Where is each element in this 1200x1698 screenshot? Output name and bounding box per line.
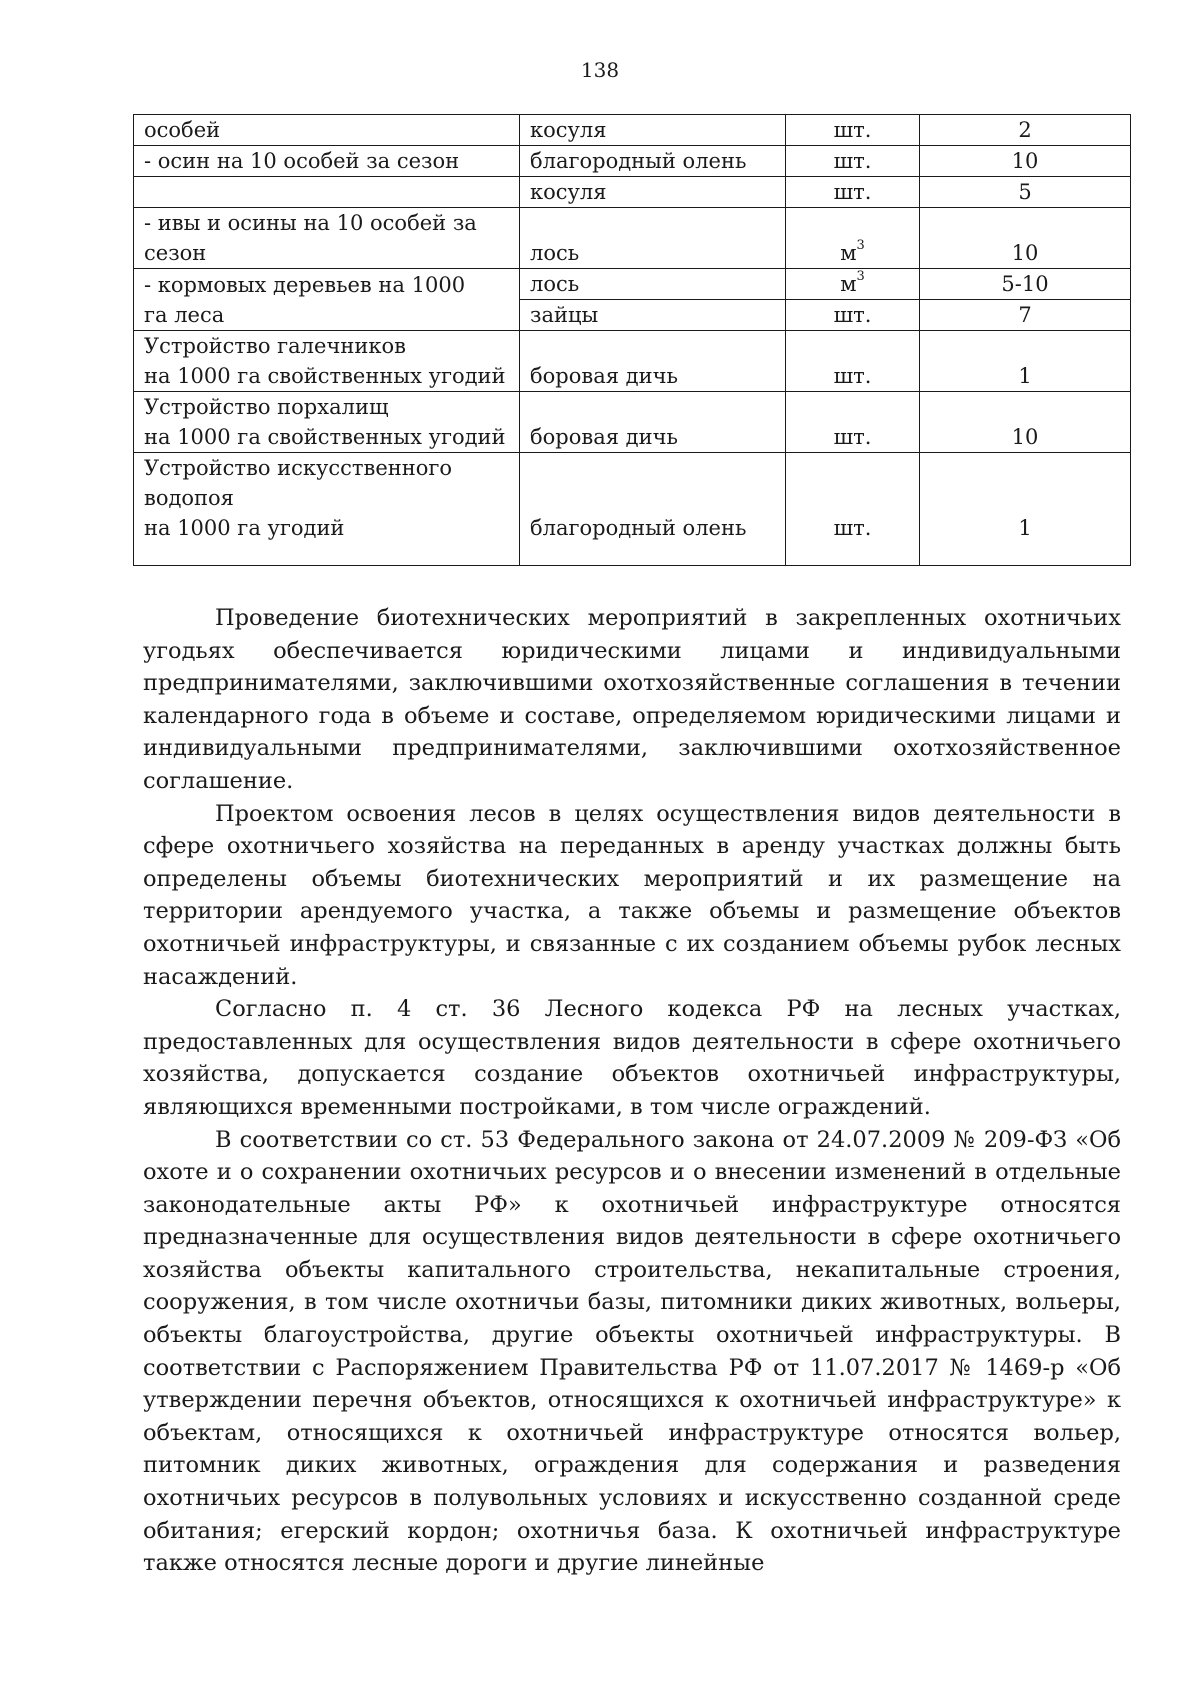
body-text [143, 602, 1121, 1580]
measures-table [133, 114, 1131, 566]
table-cell-amount: 7 [920, 300, 1131, 331]
table-cell-unit: шт. [786, 177, 920, 208]
table-cell-unit: шт. [786, 300, 920, 331]
table-cell-unit: шт. [786, 331, 920, 392]
table-cell-activity: - ивы и осины на 10 особей за сезон [134, 208, 520, 269]
table-cell-unit: шт. [786, 146, 920, 177]
table-row [134, 208, 1131, 269]
table-cell-amount: 1 [920, 331, 1131, 392]
table-cell-species: благородный олень [520, 146, 786, 177]
table-row [134, 331, 1131, 392]
table-cell-activity: особей [134, 115, 520, 146]
table-cell-activity: Устройство искусственного водопоя на 1000 га угодий [134, 453, 520, 566]
paragraph: Проектом освоения лесов в целях осуществления видов деятельности в сфере охотничьего хозяйства на переданных в аренду участках должны быть определены объемы биотехнических мероприятий и их размещение на территории арендуемого участка, а также объемы и размещение объектов охотничьей инфраструктуры, и связанные с их созданием объемы рубок лесных насаждений. [143, 800, 1121, 990]
page-number: 138 [580, 58, 620, 82]
table-cell-species: лось [520, 269, 786, 300]
table-cell-activity: Устройство порхалищ на 1000 га свойственных угодий [134, 392, 520, 453]
table-row [134, 453, 1131, 566]
table-cell-activity: Устройство галечников на 1000 га свойственных угодий [134, 331, 520, 392]
table-cell-activity: - кормовых деревьев на 1000 га леса [134, 269, 520, 331]
table-cell-amount: 1 [920, 453, 1131, 566]
table-row [134, 392, 1131, 453]
table-row [134, 146, 1131, 177]
table-cell-amount: 10 [920, 208, 1131, 269]
paragraph: Согласно п. 4 ст. 36 Лесного кодекса РФ на лесных участках, предоставленных для осуществления видов деятельности в сфере охотничьего хозяйства, допускается создание объектов охотничьей инфраструктуры, являющихся временными постройками, в том числе ограждений. [143, 996, 1121, 1120]
table-cell-amount: 5 [920, 177, 1131, 208]
table-cell-unit: шт. [786, 392, 920, 453]
table-cell-species: благородный олень [520, 453, 786, 566]
paragraph: Проведение биотехнических мероприятий в закрепленных охотничьих угодьях обеспечивается юридическими лицами и индивидуальными предпринимателями, заключившими охотхозяйственные соглашения в течении календарного года в объеме и составе, определяемом юридическими лицами и индивидуальными предпринимателями, заключившими охотхозяйственное соглашение. [143, 605, 1121, 794]
table-cell-unit: $м^3$ [786, 269, 920, 300]
table-cell-unit: $м^3$ [786, 208, 920, 269]
table-cell-species: зайцы [520, 300, 786, 331]
table-cell-species: косуля [520, 115, 786, 146]
paragraph: В соответствии со ст. 53 Федерального закона от 24.07.2009 № 209-ФЗ «Об охоте и о сохранении охотничьих ресурсов и о внесении изменений в отдельные законодательные акты РФ» к охотничьей инфраструктуре относятся предназначенные для осуществления видов деятельности в сфере охотничьего хозяйства объекты капитального строительства, некапитальные строения, сооружения, в том числе охотничьи базы, питомники диких животных, вольеры, объекты благоустройства, другие объекты охотничьей инфраструктуры. В соответствии с Распоряжением Правительства РФ от 11.07.2017 № 1469-р «Об утверждении перечня объектов, относящихся к охотничьей инфраструктуре» к объектам, относящихся к охотничьей инфраструктуре относятся вольер, питомник диких животных, ограждения для содержания и разведения охотничьих ресурсов в полувольных условиях и искусственно созданной среде обитания; егерский кордон; охотничья база. К охотничьей инфраструктуре также относятся лесные дороги и другие линейные [143, 1126, 1121, 1577]
table-cell-activity [134, 177, 520, 208]
table-cell-species: боровая дичь [520, 392, 786, 453]
table-row [134, 115, 1131, 146]
table-cell-unit: шт. [786, 115, 920, 146]
table-cell-amount: 5-10 [920, 269, 1131, 300]
table-cell-amount: 10 [920, 146, 1131, 177]
table-cell-activity: - осин на 10 особей за сезон [134, 146, 520, 177]
table-cell-species: косуля [520, 177, 786, 208]
table-cell-amount: 10 [920, 392, 1131, 453]
table-cell-species: боровая дичь [520, 331, 786, 392]
table-cell-unit: шт. [786, 453, 920, 566]
table-row [134, 177, 1131, 208]
table-cell-species: лось [520, 208, 786, 269]
table-row [134, 269, 1131, 300]
table-cell-amount: 2 [920, 115, 1131, 146]
